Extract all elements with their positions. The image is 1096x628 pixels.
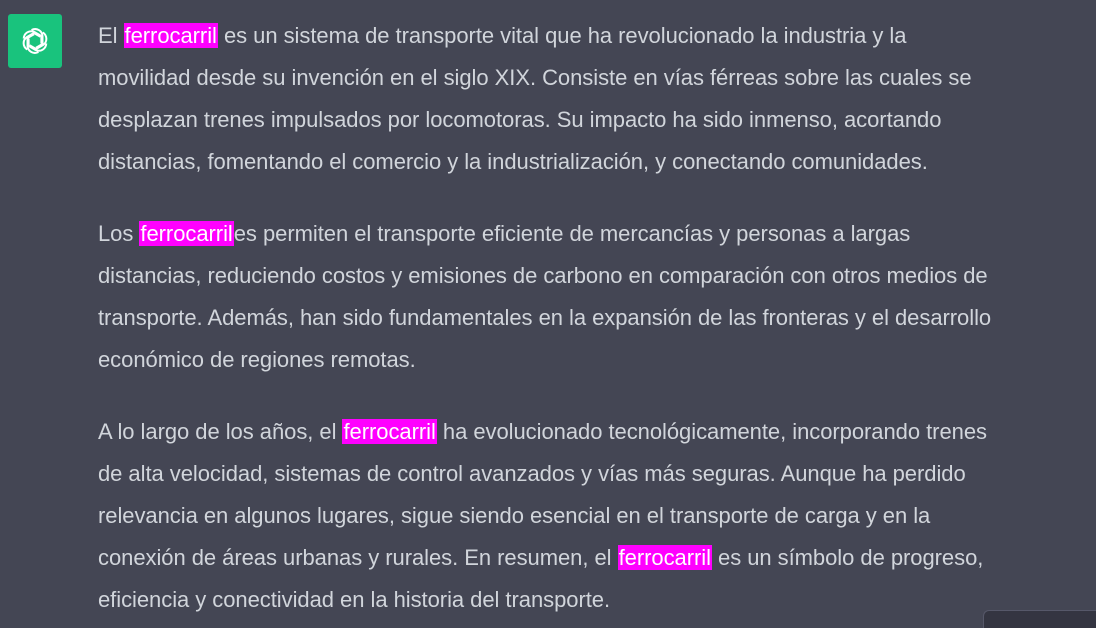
message-text: es un sistema de transporte vital que ha revolucionado la industria y la — [217, 23, 907, 48]
message-line — [98, 213, 1088, 255]
message-text: es permiten el transporte eficiente de mercancías y personas a largas — [233, 221, 911, 246]
message-text: ha evolucionado tecnológicamente, incorporando trenes — [436, 419, 987, 444]
message-text: El — [98, 23, 124, 48]
message-text: eficiencia y conectividad en la historia del transporte. — [98, 587, 611, 612]
message-text: A lo largo de los años, el — [98, 419, 343, 444]
assistant-message — [98, 15, 1088, 628]
message-line — [98, 297, 1088, 339]
highlighted-term: ferrocarril — [124, 23, 217, 48]
message-line — [98, 537, 1088, 579]
message-text: movilidad desde su invención en el siglo XIX. Consiste en vías férreas sobre las cuales se — [98, 65, 972, 90]
message-line — [98, 15, 1088, 57]
message-text: distancias, reduciendo costos y emisiones de carbono en comparación con otros medios de — [98, 263, 988, 288]
message-line — [98, 453, 1088, 495]
message-text: de alta velocidad, sistemas de control avanzados y vías más seguras. Aunque ha perdido — [98, 461, 966, 486]
message-text: desplazan trenes impulsados por locomotoras. Su impacto ha sido inmenso, acortando — [98, 107, 942, 132]
corner-panel — [983, 610, 1096, 628]
message-line — [98, 579, 1088, 621]
message-line — [98, 57, 1088, 99]
message-text: conexión de áreas urbanas y rurales. En resumen, el — [98, 545, 618, 570]
message-text: Los — [98, 221, 140, 246]
message-text: transporte. Además, han sido fundamentales en la expansión de las fronteras y el desarrollo — [98, 305, 992, 330]
message-line — [98, 495, 1088, 537]
message-text: distancias, fomentando el comercio y la industrialización, y conectando comunidades. — [98, 149, 928, 174]
message-text: es un símbolo de progreso, — [711, 545, 984, 570]
highlighted-term: ferrocarril — [618, 545, 711, 570]
message-line — [98, 339, 1088, 381]
message-text: relevancia en algunos lugares, sigue siendo esencial en el transporte de carga y en la — [98, 503, 931, 528]
message-line — [98, 411, 1088, 453]
message-paragraph — [98, 411, 1088, 621]
message-line — [98, 99, 1088, 141]
openai-logo-icon — [19, 25, 51, 57]
highlighted-term: ferrocarril — [140, 221, 233, 246]
assistant-avatar — [8, 14, 62, 68]
message-paragraph — [98, 213, 1088, 381]
message-paragraph — [98, 15, 1088, 183]
highlighted-term: ferrocarril — [343, 419, 436, 444]
message-line — [98, 255, 1088, 297]
message-line — [98, 141, 1088, 183]
message-text: económico de regiones remotas. — [98, 347, 416, 372]
